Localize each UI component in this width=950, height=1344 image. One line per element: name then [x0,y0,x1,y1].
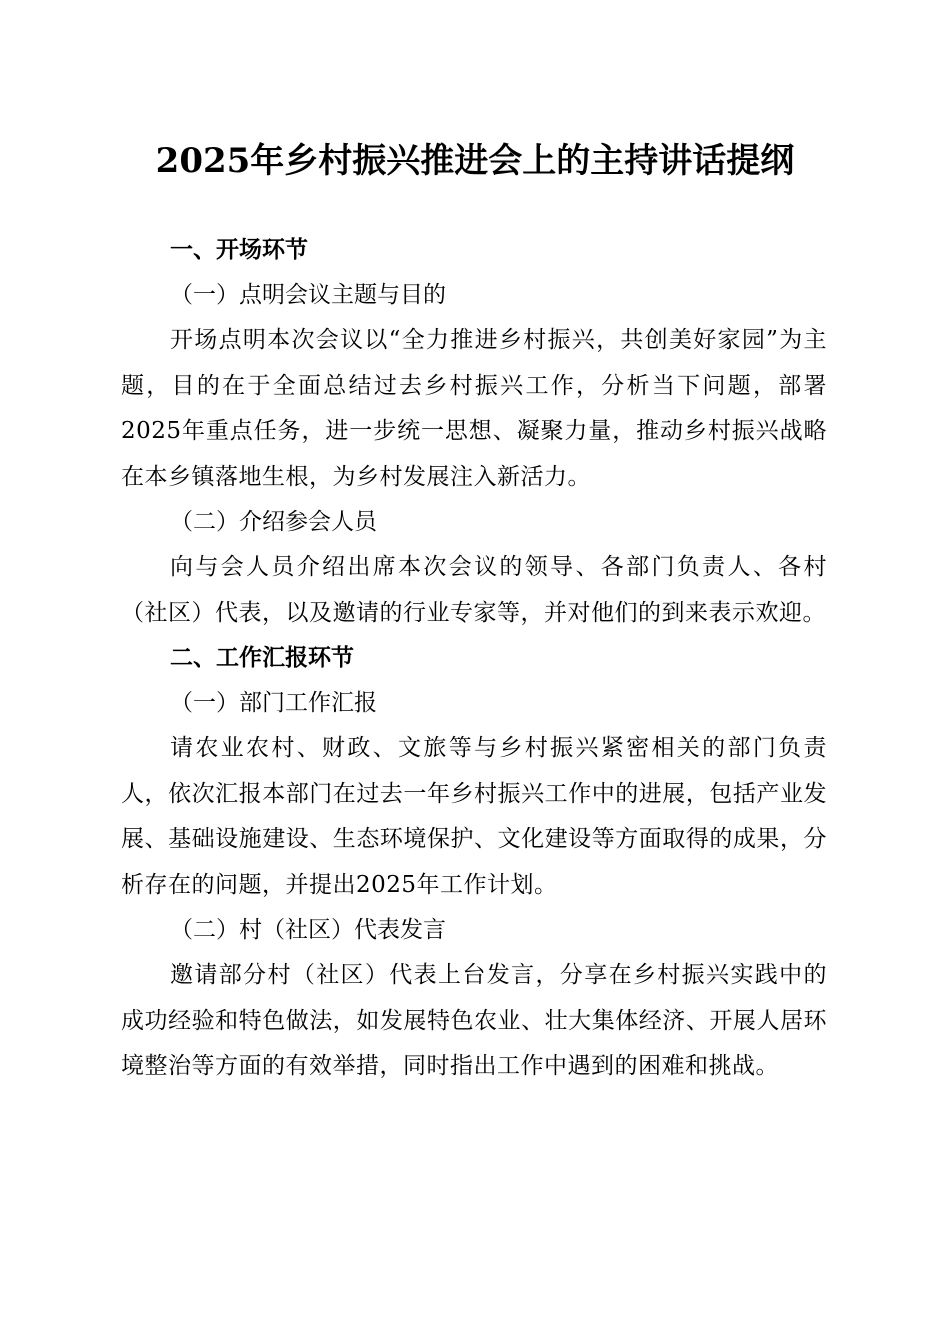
subsection-heading-village-speech: （二）村（社区）代表发言 [170,917,446,943]
paragraph-village-speech: 邀请部分村（社区）代表上台发言，分享在乡村振兴实践中的成功经验和特色做法，如发展特色农业、壮大集体经济、开展人居环境整治等方面的有效举措，同时指出工作中遇到的困难和挑战。 [121,962,827,1079]
section-heading-opening: 一、开场环节 [170,237,308,263]
section-heading-work-report: 二、工作汇报环节 [170,645,354,671]
subsection-heading-attendees: （二）介绍参会人员 [170,509,377,535]
paragraph-department-report: 请农业农村、财政、文旅等与乡村振兴紧密相关的部门负责人，依次汇报本部门在过去一年乡村振兴工作中的进展，包括产业发展、基础设施建设、生态环境保护、文化建设等方面取得的成果，分析存在的问题，并提出2025年工作计划。 [121,735,827,898]
document-body [121,228,827,1090]
document-title: 2025年乡村振兴推进会上的主持讲话提纲 [155,141,795,181]
paragraph-attendees: 向与会人员介绍出席本次会议的领导、各部门负责人、各村（社区）代表，以及邀请的行业专家等，并对他们的到来表示欢迎。 [121,554,827,626]
paragraph-meeting-theme: 开场点明本次会议以“全力推进乡村振兴，共创美好家园”为主题，目的在于全面总结过去乡村振兴工作，分析当下问题，部署2025年重点任务，进一步统一思想、凝聚力量，推动乡村振兴战略在本乡镇落地生根，为乡村发展注入新活力。 [121,327,827,490]
subsection-heading-department-report: （一）部门工作汇报 [170,690,377,716]
subsection-heading-meeting-theme: （一）点明会议主题与目的 [170,282,446,308]
